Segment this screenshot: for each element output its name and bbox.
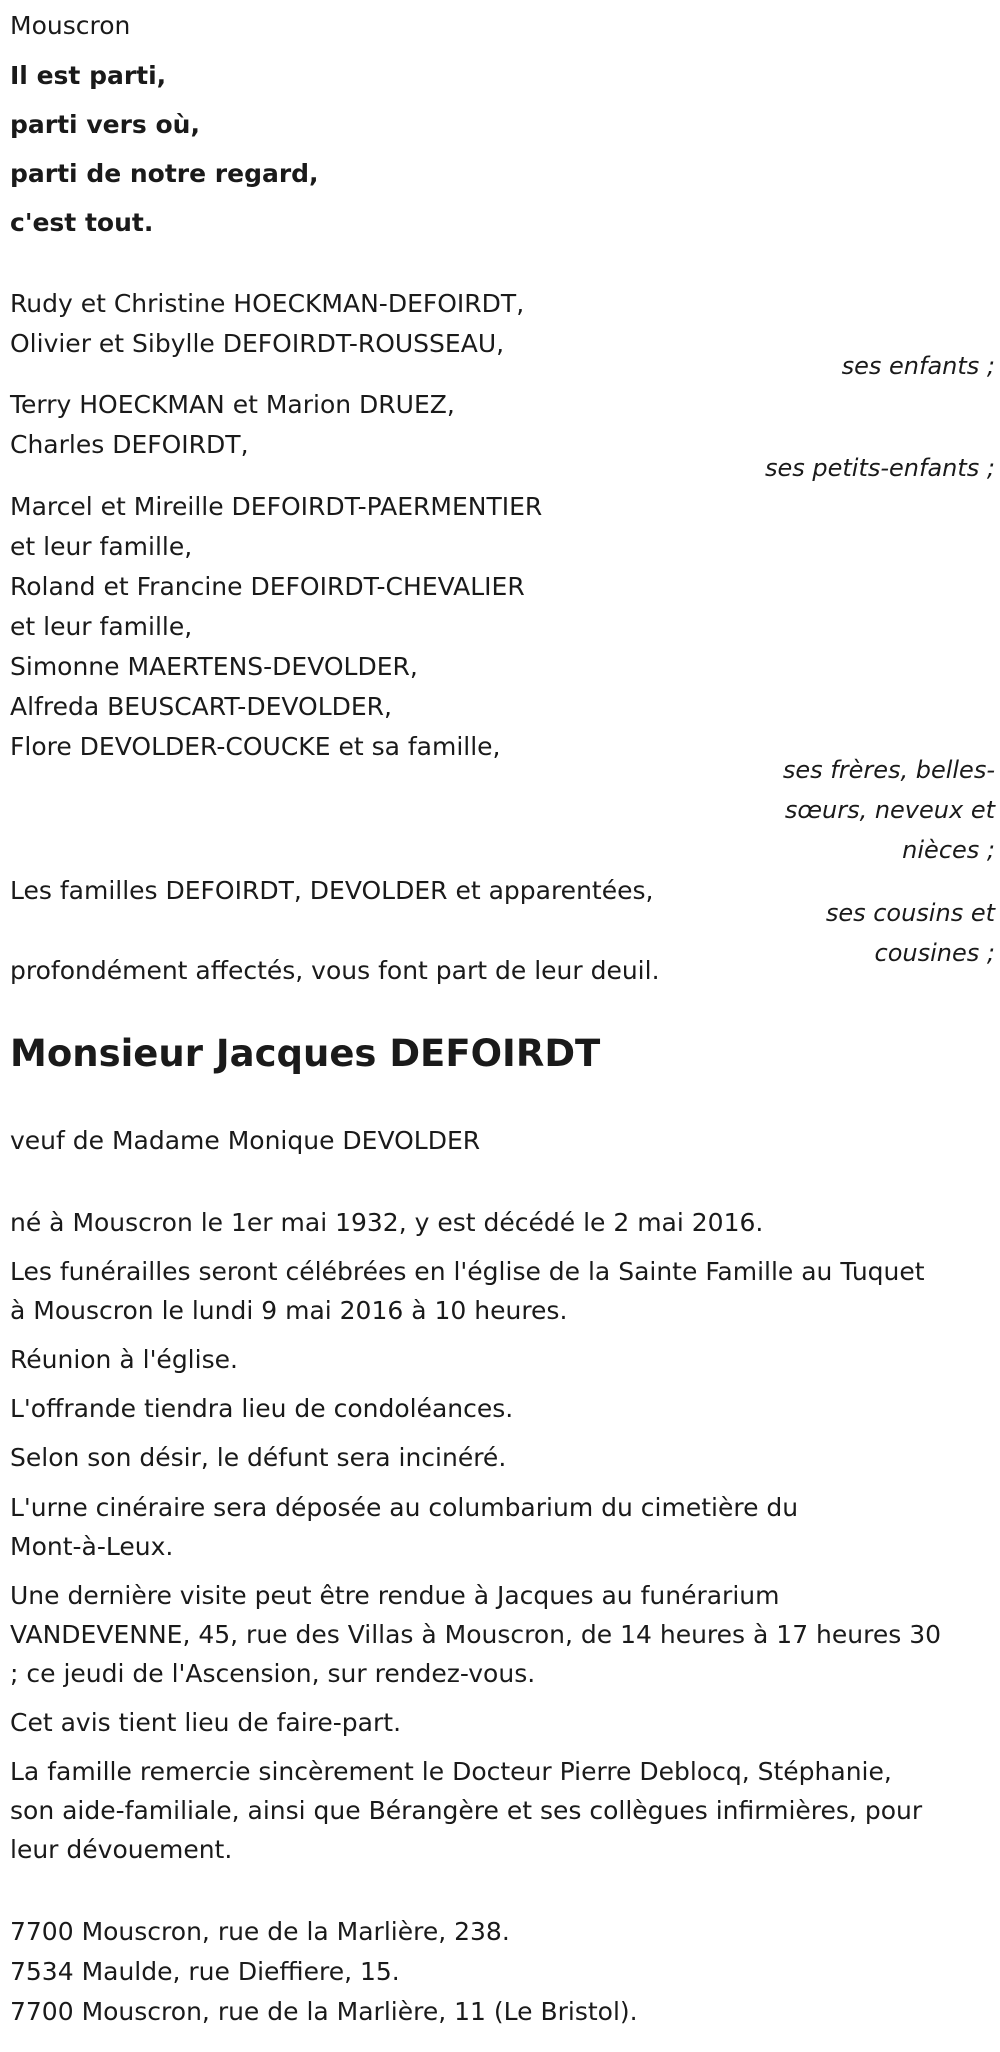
siblings-relation: ses frères, belles- bbox=[782, 756, 995, 784]
poem-line: parti vers où, bbox=[10, 110, 200, 139]
urn-line: L'urne cinéraire sera déposée au columbarium du cimetière du bbox=[10, 1493, 799, 1522]
offering-line: L'offrande tiendra lieu de condoléances. bbox=[10, 1394, 514, 1423]
urn-line: Mont-à-Leux. bbox=[10, 1532, 174, 1561]
children-line: Rudy et Christine HOECKMAN-DEFOIRDT, bbox=[10, 289, 525, 318]
poem-line: parti de notre regard, bbox=[10, 159, 319, 188]
visit-line: Une dernière visite peut être rendue à Jacques au funérarium bbox=[10, 1581, 780, 1610]
siblings-line: Alfreda BEUSCART-DEVOLDER, bbox=[10, 692, 392, 721]
place-label: Mouscron bbox=[10, 11, 131, 40]
poem-line: c'est tout. bbox=[10, 208, 154, 237]
wish-line: Selon son désir, le défunt sera incinéré. bbox=[10, 1443, 507, 1472]
cousins-relation: ses cousins et bbox=[825, 899, 995, 927]
visit-line: VANDEVENNE, 45, rue des Villas à Mouscron, de 14 heures à 17 heures 30 bbox=[10, 1620, 942, 1649]
thanks-line: leur dévouement. bbox=[10, 1835, 233, 1864]
poem-line: Il est parti, bbox=[10, 61, 167, 90]
address-line: 7700 Mouscron, rue de la Marlière, 238. bbox=[10, 1917, 510, 1946]
siblings-line: Flore DEVOLDER-COUCKE et sa famille, bbox=[10, 732, 501, 761]
siblings-line: et leur famille, bbox=[10, 612, 193, 641]
grandchildren-line: Terry HOECKMAN et Marion DRUEZ, bbox=[10, 390, 455, 419]
siblings-line: Marcel et Mireille DEFOIRDT-PAERMENTIER bbox=[10, 492, 543, 521]
birth-death-line: né à Mouscron le 1er mai 1932, y est décédé le 2 mai 2016. bbox=[10, 1208, 764, 1237]
address-line: 7700 Mouscron, rue de la Marlière, 11 (Le Bristol). bbox=[10, 1997, 638, 2026]
cousins-line: Les familles DEFOIRDT, DEVOLDER et apparentées, bbox=[10, 876, 654, 905]
address-line: 7534 Maulde, rue Dieffiere, 15. bbox=[10, 1957, 400, 1986]
children-relation: ses enfants ; bbox=[841, 352, 995, 380]
obituary-page bbox=[10, 0, 995, 2052]
siblings-relation: nièces ; bbox=[902, 836, 995, 864]
grandchildren-relation: ses petits-enfants ; bbox=[764, 454, 995, 482]
thanks-line: La famille remercie sincèrement le Docteur Pierre Deblocq, Stéphanie, bbox=[10, 1757, 892, 1786]
grandchildren-line: Charles DEFOIRDT, bbox=[10, 430, 249, 459]
siblings-relation: sœurs, neveux et bbox=[784, 796, 995, 824]
siblings-line: Roland et Francine DEFOIRDT-CHEVALIER bbox=[10, 572, 525, 601]
siblings-line: et leur famille, bbox=[10, 532, 193, 561]
visit-line: ; ce jeudi de l'Ascension, sur rendez-vous. bbox=[10, 1659, 536, 1688]
widower-line: veuf de Madame Monique DEVOLDER bbox=[10, 1126, 481, 1155]
siblings-line: Simonne MAERTENS-DEVOLDER, bbox=[10, 652, 418, 681]
funeral-line: Les funérailles seront célébrées en l'église de la Sainte Famille au Tuquet bbox=[10, 1257, 925, 1286]
funeral-line: à Mouscron le lundi 9 mai 2016 à 10 heures. bbox=[10, 1296, 568, 1325]
cousins-relation: cousines ; bbox=[874, 939, 995, 967]
deceased-name: Monsieur Jacques DEFOIRDT bbox=[10, 1032, 601, 1075]
thanks-line: son aide-familiale, ainsi que Bérangère et ses collègues infirmières, pour bbox=[10, 1796, 923, 1825]
reunion-line: Réunion à l'église. bbox=[10, 1345, 238, 1374]
closing-line: profondément affectés, vous font part de leur deuil. bbox=[10, 956, 660, 985]
children-line: Olivier et Sibylle DEFOIRDT-ROUSSEAU, bbox=[10, 329, 505, 358]
notice-line: Cet avis tient lieu de faire-part. bbox=[10, 1708, 402, 1737]
